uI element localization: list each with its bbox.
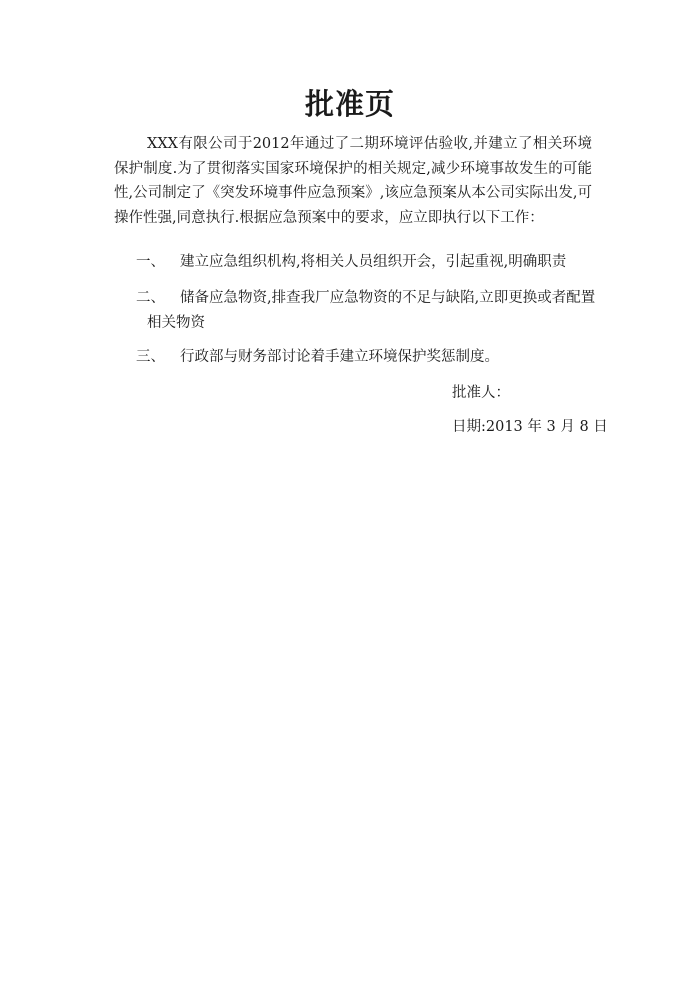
list-item (136, 250, 596, 275)
intro-paragraph: XXX有限公司于2012年通过了二期环境评估验收,并建立了相关环境保护制度.为了贯彻落实国家环境保护的相关规定,减少环境事故发生的可能性,公司制定了《突发环境事件应急预案》,该应急预案从本公司实际出发,可操作性强,同意执行.根据应急预案中的要求，应立即执行以下工作： (114, 136, 592, 226)
page-title: 批准页 (304, 87, 395, 121)
approver-label: 批准人： (452, 385, 510, 401)
list-item-text: 建立应急组织机构,将相关人员组织开会，引起重视,明确职责 (180, 254, 567, 270)
list-item-number: 三、 (136, 349, 165, 365)
task-list-3 (136, 345, 596, 370)
task-list-2 (136, 286, 596, 335)
list-item-text: 储备应急物资,排查我厂应急物资的不足与缺陷,立即更换或者配置 (180, 290, 596, 306)
list-item (136, 286, 596, 335)
list-item-number: 一、 (136, 254, 165, 270)
date-line: 日期:2013 年 3 月 8 日 (452, 419, 608, 435)
list-item-text: 行政部与财务部讨论着手建立环境保护奖惩制度。 (180, 349, 499, 365)
task-list-1 (136, 250, 596, 275)
list-item-number: 二、 (136, 290, 165, 306)
list-item (136, 345, 596, 370)
list-item-continuation: 相关物资 (147, 314, 205, 331)
